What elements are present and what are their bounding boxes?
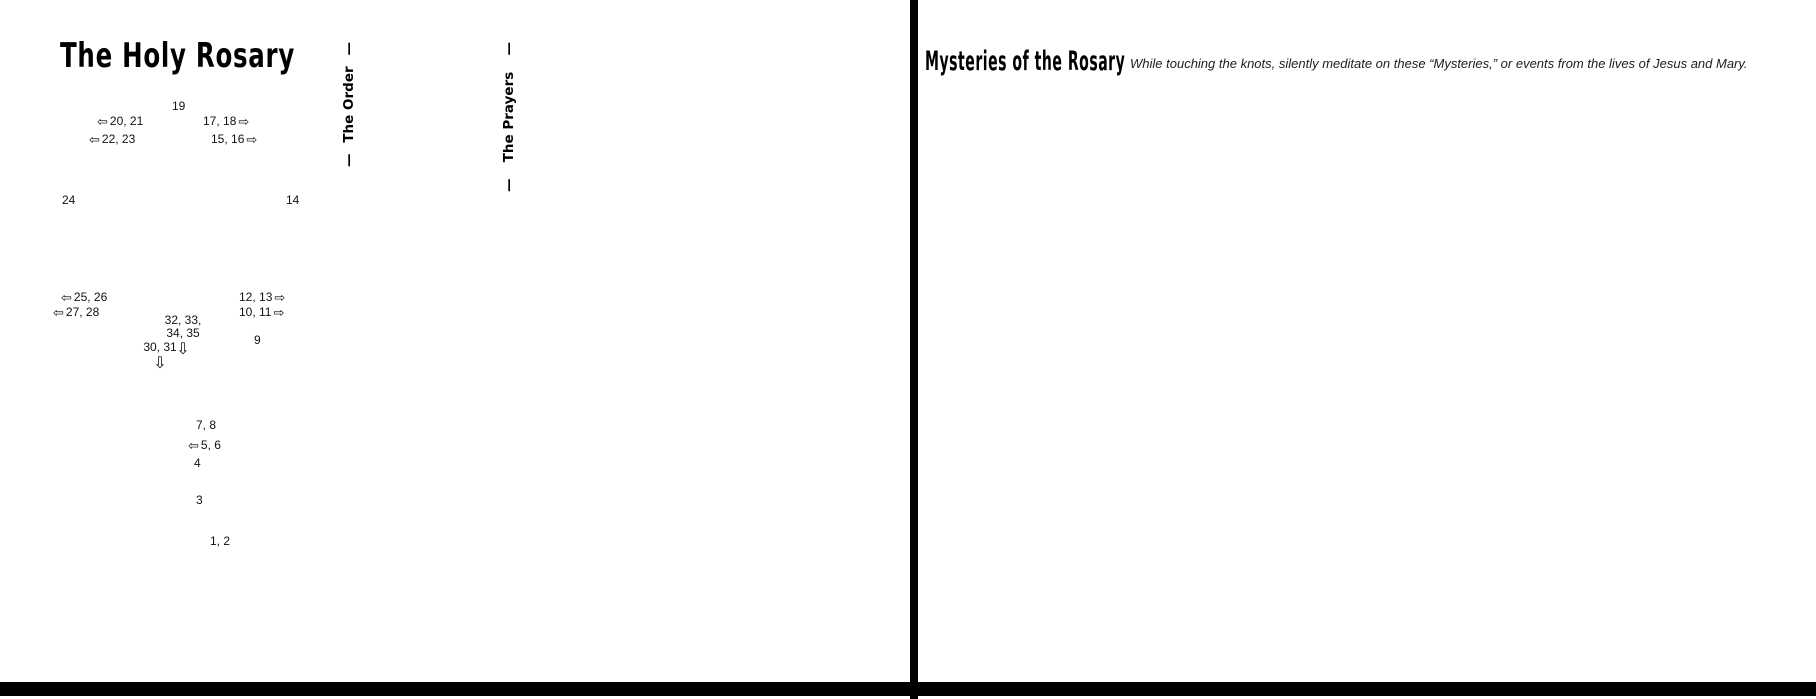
arrow-down-icon: ⇩ <box>153 355 167 372</box>
prayers-vertical-label-text: The Prayers <box>501 71 517 163</box>
bead-label-text: 27, 28 <box>65 305 100 319</box>
dash: — <box>341 153 357 167</box>
arrow-right-icon: ⇨ <box>238 114 250 129</box>
bead-label-22-23 <box>89 133 135 146</box>
arrow-left-icon: ⇦ <box>89 132 100 147</box>
arrow-left-icon: ⇦ <box>97 114 108 129</box>
bead-label-text: 32, 33, <box>164 313 202 327</box>
bead-label-20-21 <box>97 115 143 128</box>
bead-label-text: 24 <box>62 193 76 207</box>
bead-label-24 <box>62 194 75 207</box>
bead-label-text: 19 <box>172 99 186 113</box>
page-subtitle: While touching the knots, silently meditate on these “Mysteries,” or events from the lives of Jesus and Mary. <box>1130 56 1748 71</box>
bead-label-27-28 <box>53 306 99 319</box>
bead-label-text: 3 <box>196 493 203 507</box>
bead-label-30-31 <box>134 341 186 372</box>
arrow-left-icon: ⇦ <box>188 438 199 453</box>
arrow-right-icon: ⇨ <box>274 290 286 305</box>
arrow-left-icon: ⇦ <box>61 290 72 305</box>
bead-label-1-2 <box>210 535 230 548</box>
order-vertical-label <box>340 42 358 167</box>
bead-label-text: 5, 6 <box>200 438 221 452</box>
prayers-vertical-label <box>500 42 518 192</box>
page-title-left: The Holy Rosary <box>60 36 296 76</box>
bead-label-text: 15, 16 <box>211 132 245 146</box>
bead-label-text: 30, 31 <box>143 340 177 354</box>
bead-label-7-8 <box>196 419 216 432</box>
bottom-edge-bar <box>0 682 1816 696</box>
bead-label-text: 9 <box>254 333 261 347</box>
bead-label-19 <box>172 100 185 113</box>
bead-label-text: 17, 18 <box>203 114 237 128</box>
dash: — <box>341 42 357 56</box>
bead-label-text: 7, 8 <box>196 418 217 432</box>
dash: — <box>501 42 517 56</box>
bead-label-text: 4 <box>194 456 201 470</box>
bead-label-text: 1, 2 <box>210 534 231 548</box>
bead-label-5-6 <box>188 439 221 452</box>
bead-label-4 <box>194 457 201 470</box>
bead-label-9 <box>254 334 261 347</box>
dash: — <box>501 178 517 192</box>
arrow-down-icon: ⇩ <box>176 341 190 358</box>
order-vertical-label-text: The Order <box>341 66 357 143</box>
bead-label-15-16 <box>211 133 257 146</box>
page-divider <box>910 0 918 699</box>
bead-label-10-11 <box>239 306 284 319</box>
bead-label-25-26 <box>61 291 107 304</box>
bead-label-text: 14 <box>286 193 300 207</box>
bead-label-14 <box>286 194 299 207</box>
bead-label-12-13 <box>239 291 285 304</box>
bead-label-3 <box>196 494 203 507</box>
bead-label-text: 22, 23 <box>101 132 136 146</box>
arrow-right-icon: ⇨ <box>246 132 258 147</box>
bead-label-text: 10, 11 <box>239 305 272 319</box>
bead-label-text: 34, 35 <box>166 326 200 340</box>
page-title-right: Mysteries of the Rosary <box>925 46 1126 77</box>
bead-label-text: 20, 21 <box>109 114 144 128</box>
arrow-left-icon: ⇦ <box>53 305 64 320</box>
arrow-right-icon: ⇨ <box>273 305 285 320</box>
bead-label-text: 25, 26 <box>73 290 108 304</box>
bead-label-text: 12, 13 <box>239 290 273 304</box>
bead-label-17-18 <box>203 115 249 128</box>
rosary-diagram-labels <box>0 0 350 699</box>
